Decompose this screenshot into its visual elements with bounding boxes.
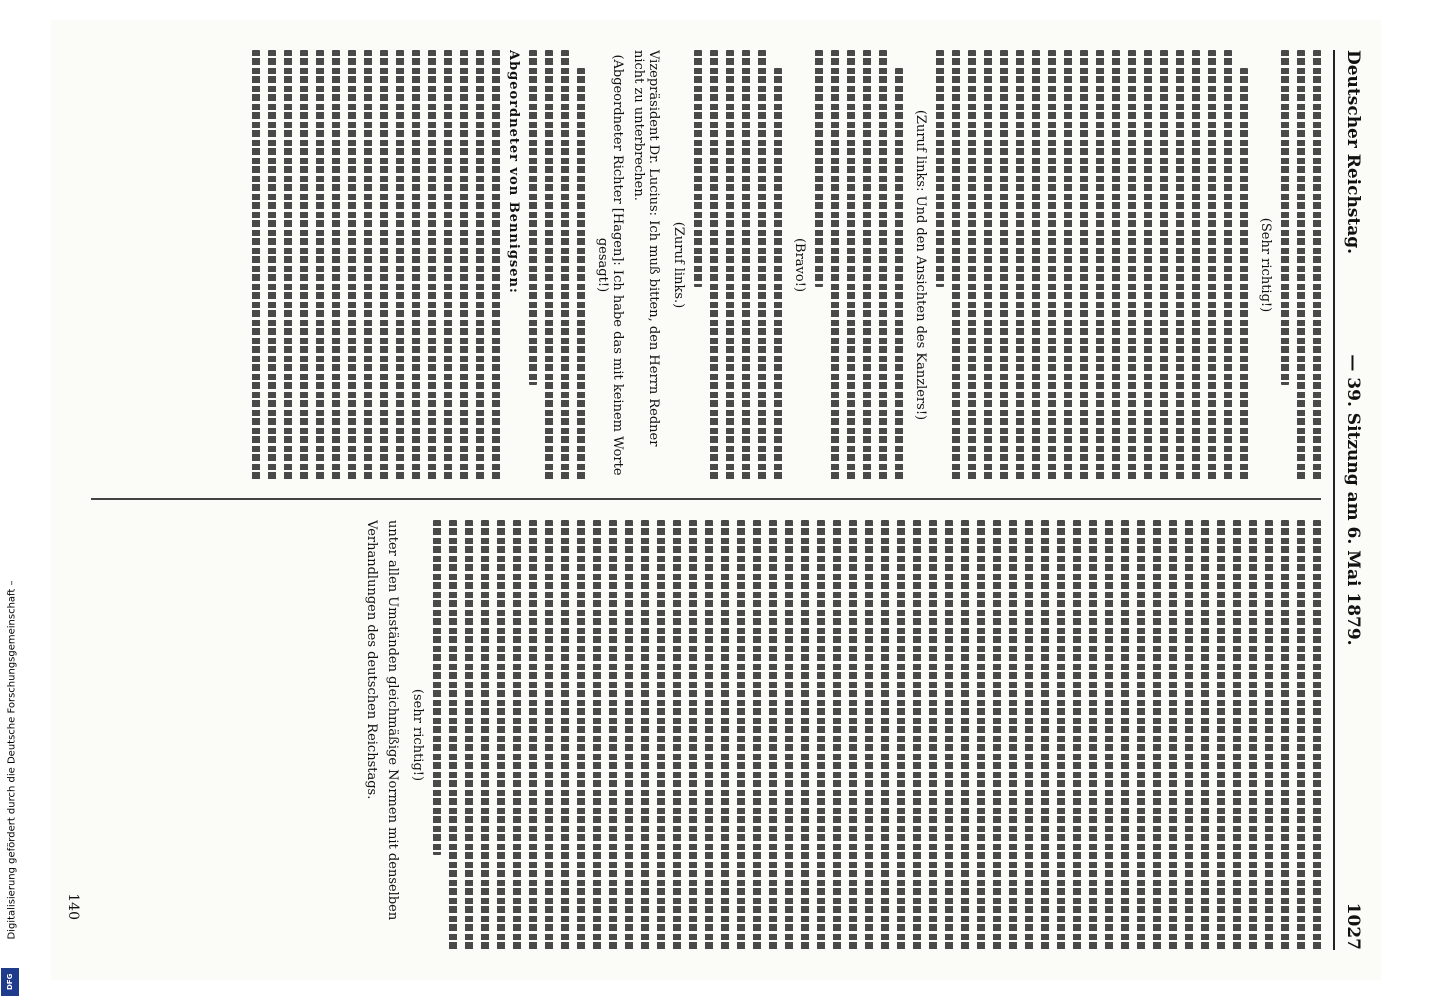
footer-number: 140 <box>65 893 81 920</box>
header-rule <box>1333 50 1335 950</box>
header-session: — 39. Sitzung am 6. Mai 1879. <box>1343 354 1363 646</box>
newspaper-page <box>51 20 1381 980</box>
interjection: (Zuruf links: Und den Ansichten des Kanzlers!) <box>913 109 928 421</box>
margin-note <box>2 520 22 1000</box>
interjection: (Abgeordneter Richter [Hagen]: Ich habe das mit keinem Worte gesagt!) <box>595 54 625 476</box>
interjection: (Sehr richtig!) <box>1258 217 1273 313</box>
interjection: (Zuruf links.) <box>671 221 686 309</box>
speaker-line: Vizepräsident Dr. Lucius: Ich muß bitten, den Herrn Redner nicht zu unterbrechen. <box>631 50 661 447</box>
closing-title: Verhandlungen des deutschen Reichstags. <box>364 520 379 800</box>
column-divider <box>91 498 1321 500</box>
closing-line: unter allen Umständen gleichmäßige Normen mit denselben <box>385 520 400 921</box>
interjection: (sehr richtig!) <box>410 688 425 782</box>
speaker-name: Abgeordneter von Bennigsen: <box>506 50 521 294</box>
dfg-logo: DFG <box>1 968 19 996</box>
right-column <box>91 520 1321 950</box>
header-page-number: 1027 <box>1343 902 1363 950</box>
page-header <box>1337 50 1363 950</box>
margin-note-text: Digitalisierung gefördert durch die Deutsche Forschungsgemeinschaft – <box>6 580 18 940</box>
interjection: (Bravo!) <box>792 237 807 293</box>
header-title: Deutscher Reichstag. <box>1343 50 1363 255</box>
left-column <box>91 50 1321 480</box>
